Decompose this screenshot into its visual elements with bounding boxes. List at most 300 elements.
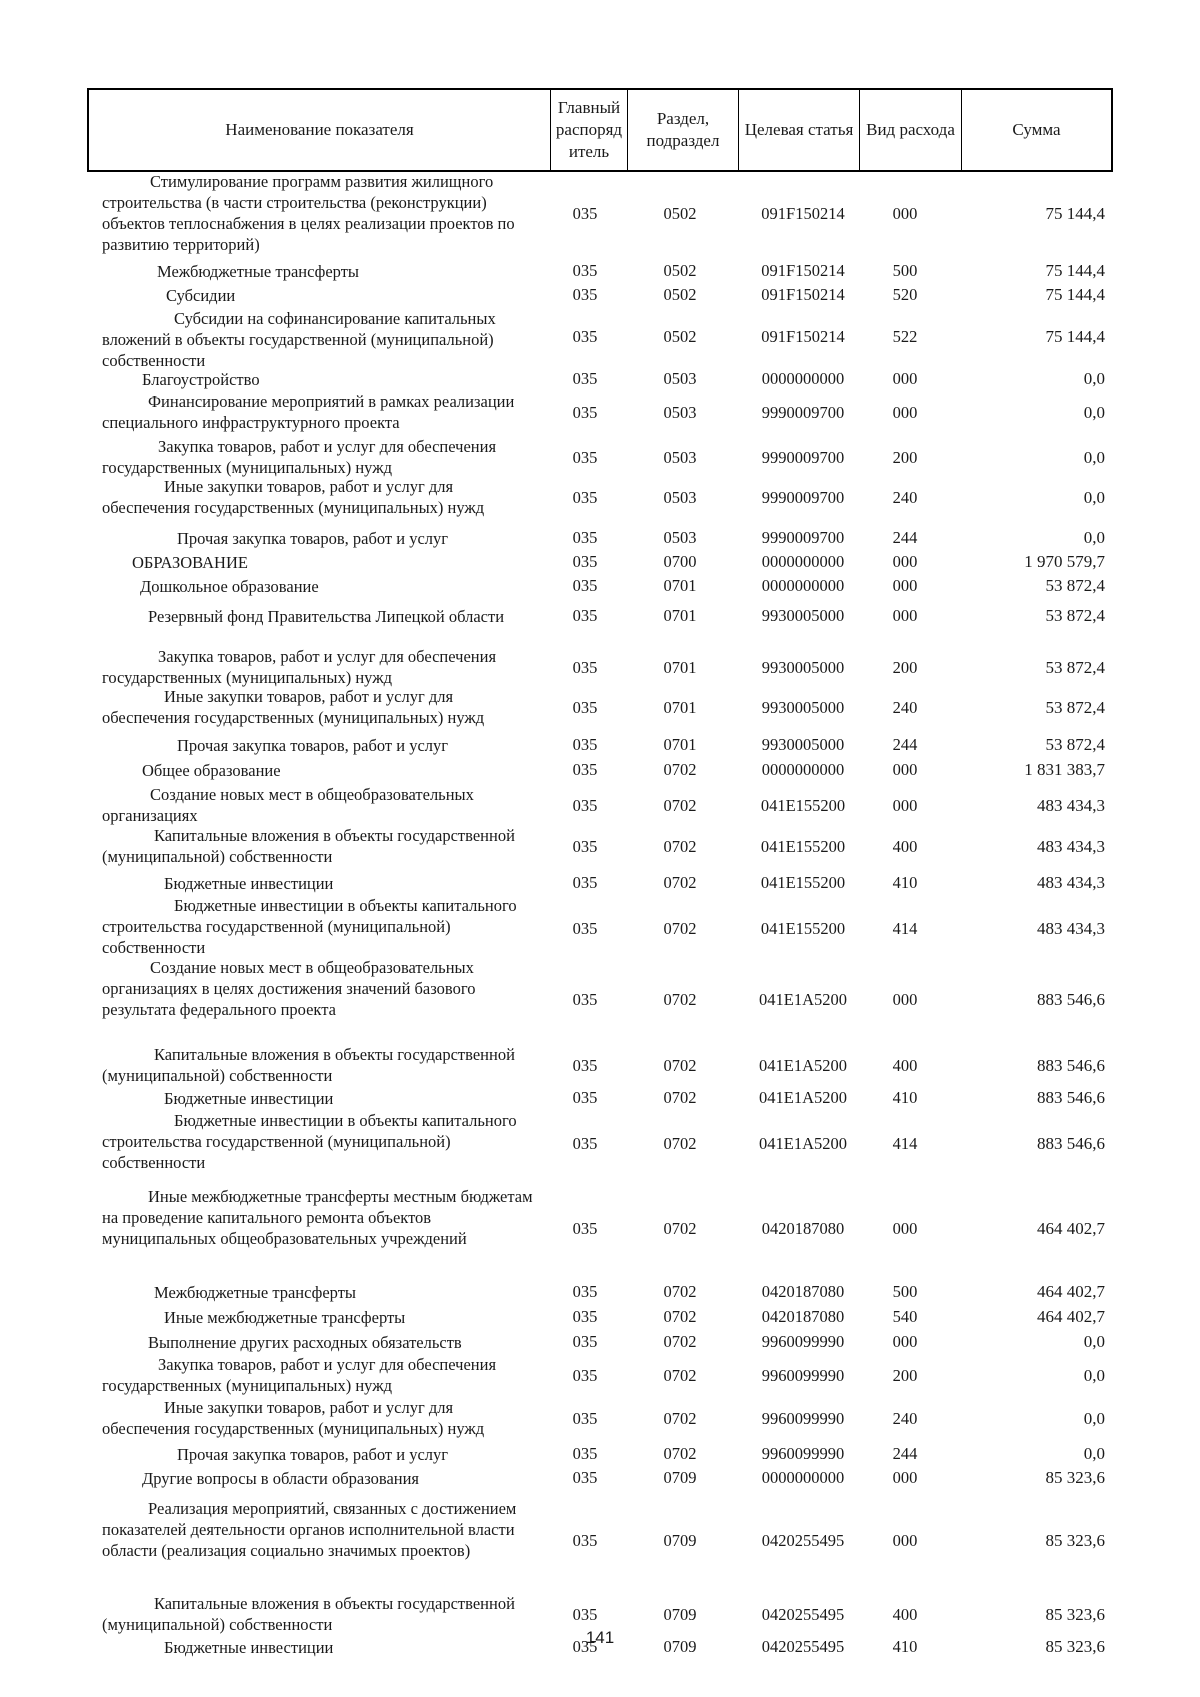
row-article xyxy=(738,1397,868,1441)
table-row xyxy=(0,1186,1200,1272)
row-sum-text: 0,0 xyxy=(1083,369,1105,388)
row-section xyxy=(640,758,720,782)
row-sum xyxy=(950,574,1105,598)
row-chief xyxy=(555,784,615,828)
row-article xyxy=(738,784,868,828)
row-chief-text: 035 xyxy=(572,285,598,304)
row-name-text: Выполнение других расходных обязательств xyxy=(148,1332,462,1352)
row-section xyxy=(640,957,720,1043)
table-row xyxy=(0,1498,1200,1584)
row-chief xyxy=(555,1110,615,1177)
table-row xyxy=(0,871,1200,895)
row-chief-text: 035 xyxy=(572,606,598,625)
row-sum xyxy=(950,758,1105,782)
table-row xyxy=(0,391,1200,435)
row-type-text: 000 xyxy=(892,1468,918,1487)
row-section xyxy=(640,871,720,895)
row-chief xyxy=(555,526,615,550)
row-article-text: 9990009700 xyxy=(761,448,845,467)
row-section xyxy=(640,436,720,480)
row-article-text: 0420255495 xyxy=(761,1605,845,1624)
row-article-text: 0420187080 xyxy=(761,1307,845,1326)
row-section xyxy=(640,171,720,257)
row-type-text: 000 xyxy=(892,552,918,571)
row-type xyxy=(870,686,940,730)
row-sum xyxy=(950,1498,1105,1584)
row-article-text: 9990009700 xyxy=(761,528,845,547)
row-section-text: 0702 xyxy=(663,1332,697,1351)
row-article xyxy=(738,1280,868,1304)
row-section-text: 0709 xyxy=(663,1531,697,1550)
row-name xyxy=(102,574,542,598)
row-type xyxy=(870,574,940,598)
row-section-text: 0502 xyxy=(663,261,697,280)
row-section xyxy=(640,1330,720,1354)
row-name-text: Субсидии xyxy=(166,285,236,305)
row-chief-text: 035 xyxy=(572,658,598,677)
row-name-text: Финансирование мероприятий в рамках реализации специального инфраструктурного проекта xyxy=(102,392,515,432)
row-section xyxy=(640,895,720,962)
row-type-text: 000 xyxy=(892,403,918,422)
row-name xyxy=(102,1186,542,1272)
row-section-text: 0702 xyxy=(663,796,697,815)
row-chief xyxy=(555,1354,615,1398)
row-section-text: 0702 xyxy=(663,1444,697,1463)
row-name xyxy=(102,526,542,550)
row-chief xyxy=(555,550,615,574)
row-type-text: 000 xyxy=(892,369,918,388)
row-chief xyxy=(555,1305,615,1329)
row-type-text: 410 xyxy=(892,1637,918,1656)
row-section-text: 0503 xyxy=(663,528,697,547)
table-row xyxy=(0,733,1200,757)
row-article-text: 9990009700 xyxy=(761,488,845,507)
row-chief-text: 035 xyxy=(572,990,598,1009)
row-section xyxy=(640,1498,720,1584)
row-article-text: 0000000000 xyxy=(761,576,845,595)
row-article-text: 9930005000 xyxy=(761,658,845,677)
row-chief xyxy=(555,1397,615,1441)
row-name xyxy=(102,1086,542,1110)
row-chief-text: 035 xyxy=(572,1133,598,1153)
row-chief xyxy=(555,171,615,257)
row-sum-text: 75 144,4 xyxy=(1045,261,1105,280)
row-section xyxy=(640,1280,720,1304)
row-chief xyxy=(555,895,615,962)
row-sum xyxy=(950,1442,1105,1466)
row-type xyxy=(870,476,940,520)
row-section-text: 0702 xyxy=(663,990,697,1009)
row-article-text: 9960099990 xyxy=(761,1366,845,1385)
row-sum xyxy=(950,171,1105,257)
row-section-text: 0701 xyxy=(663,698,697,717)
row-article-text: 0420255495 xyxy=(761,1637,845,1656)
row-section-text: 0709 xyxy=(663,1605,697,1624)
row-chief-text: 035 xyxy=(572,760,598,779)
row-section-text: 0502 xyxy=(663,326,697,346)
row-sum-text: 464 402,7 xyxy=(1037,1307,1105,1326)
row-type xyxy=(870,391,940,435)
row-sum xyxy=(950,686,1105,730)
row-type-text: 240 xyxy=(892,488,918,507)
row-chief xyxy=(555,1186,615,1272)
row-chief xyxy=(555,283,615,307)
row-name xyxy=(102,604,542,628)
row-name-text: Бюджетные инвестиции xyxy=(164,1088,334,1108)
row-type-text: 500 xyxy=(892,261,918,280)
row-chief-text: 035 xyxy=(572,1056,598,1075)
row-type xyxy=(870,825,940,869)
row-sum xyxy=(950,1280,1105,1304)
row-type xyxy=(870,436,940,480)
row-type-text: 240 xyxy=(892,698,918,717)
row-sum xyxy=(950,1397,1105,1441)
row-article xyxy=(738,259,868,283)
row-type-text: 400 xyxy=(892,1056,918,1075)
row-type-text: 000 xyxy=(892,1531,918,1550)
table-row xyxy=(0,957,1200,1043)
row-sum-text: 53 872,4 xyxy=(1045,576,1105,595)
row-name xyxy=(102,1498,542,1584)
row-type xyxy=(870,1305,940,1329)
row-sum xyxy=(950,1330,1105,1354)
row-sum-text: 75 144,4 xyxy=(1045,285,1105,304)
row-name xyxy=(102,283,542,307)
row-article-text: 041E155200 xyxy=(760,918,846,938)
row-chief xyxy=(555,259,615,283)
row-section xyxy=(640,283,720,307)
row-type xyxy=(870,1110,940,1177)
row-section-text: 0702 xyxy=(663,1219,697,1238)
row-article xyxy=(738,1086,868,1110)
row-type-text: 000 xyxy=(892,576,918,595)
row-name xyxy=(102,895,542,962)
row-sum-text: 85 323,6 xyxy=(1045,1468,1105,1487)
row-sum-text: 53 872,4 xyxy=(1045,658,1105,677)
row-sum-text: 0,0 xyxy=(1083,403,1105,422)
row-chief-text: 035 xyxy=(572,1307,598,1326)
row-chief xyxy=(555,1044,615,1088)
row-sum xyxy=(950,1354,1105,1398)
row-article-text: 091F150214 xyxy=(761,326,845,346)
row-section-text: 0702 xyxy=(663,1056,697,1075)
row-article-text: 9930005000 xyxy=(761,606,845,625)
row-section xyxy=(640,391,720,435)
table-row xyxy=(0,686,1200,730)
row-chief-text: 035 xyxy=(572,1409,598,1428)
row-article-text: 9960099990 xyxy=(761,1444,845,1463)
row-sum xyxy=(950,391,1105,435)
row-name xyxy=(102,733,542,757)
row-sum xyxy=(950,895,1105,962)
row-name-text: Общее образование xyxy=(142,760,281,780)
row-type-text: 000 xyxy=(892,1219,918,1238)
row-name-text: Закупка товаров, работ и услуг для обеспечения государственных (муниципальных) нужд xyxy=(102,647,497,687)
row-sum xyxy=(950,1305,1105,1329)
row-chief xyxy=(555,1280,615,1304)
row-type-text: 200 xyxy=(892,658,918,677)
row-sum xyxy=(950,1086,1105,1110)
row-article xyxy=(738,526,868,550)
row-section-text: 0503 xyxy=(663,369,697,388)
row-article-text: 041E1A5200 xyxy=(759,1133,847,1153)
row-section-text: 0701 xyxy=(663,606,697,625)
row-article xyxy=(738,550,868,574)
table-row xyxy=(0,1280,1200,1304)
row-article xyxy=(738,825,868,869)
row-type-text: 000 xyxy=(892,990,918,1009)
row-article xyxy=(738,686,868,730)
row-sum xyxy=(950,550,1105,574)
row-name-text: Прочая закупка товаров, работ и услуг xyxy=(177,1444,449,1464)
row-chief xyxy=(555,391,615,435)
table-row xyxy=(0,526,1200,550)
row-name xyxy=(102,686,542,730)
row-type xyxy=(870,733,940,757)
row-type-text: 414 xyxy=(892,918,918,938)
row-name xyxy=(102,367,542,391)
row-chief-text: 035 xyxy=(572,918,598,938)
row-sum-text: 53 872,4 xyxy=(1045,735,1105,754)
row-type xyxy=(870,259,940,283)
row-section-text: 0702 xyxy=(663,837,697,856)
row-chief xyxy=(555,476,615,520)
row-type-text: 244 xyxy=(892,1444,918,1463)
row-name-text: Дошкольное образование xyxy=(140,576,319,596)
row-type xyxy=(870,957,940,1043)
row-sum-text: 85 323,6 xyxy=(1045,1637,1105,1656)
row-type-text: 000 xyxy=(892,796,918,815)
row-sum-text: 483 434,3 xyxy=(1037,796,1105,815)
row-article xyxy=(738,895,868,962)
row-chief-text: 035 xyxy=(572,261,598,280)
row-type-text: 240 xyxy=(892,1409,918,1428)
row-section-text: 0709 xyxy=(663,1637,697,1656)
row-section xyxy=(640,604,720,628)
row-section-text: 0702 xyxy=(663,873,697,892)
row-article xyxy=(738,391,868,435)
row-article-text: 0000000000 xyxy=(761,369,845,388)
row-section-text: 0702 xyxy=(663,1366,697,1385)
row-section xyxy=(640,259,720,283)
table-row xyxy=(0,367,1200,391)
row-type xyxy=(870,784,940,828)
row-name xyxy=(102,308,542,370)
row-chief-text: 035 xyxy=(572,1282,598,1301)
table-row xyxy=(0,1330,1200,1354)
row-type xyxy=(870,1397,940,1441)
row-article-text: 0000000000 xyxy=(761,552,845,571)
row-article xyxy=(738,574,868,598)
row-type xyxy=(870,1466,940,1490)
row-name-text: Межбюджетные трансферты xyxy=(157,261,360,281)
row-sum-text: 883 546,6 xyxy=(1037,990,1105,1009)
row-article xyxy=(738,758,868,782)
row-sum xyxy=(950,476,1105,520)
row-type xyxy=(870,646,940,690)
row-article xyxy=(738,646,868,690)
row-section xyxy=(640,367,720,391)
row-name xyxy=(102,171,542,257)
row-name-text: Стимулирование программ развития жилищного строительства (в части строительства (реконструкции) объектов теплоснабжения в целях реализации проектов по развитию территорий) xyxy=(102,172,515,254)
header-article: Целевая статья xyxy=(738,90,859,170)
table-row xyxy=(0,1466,1200,1490)
row-type xyxy=(870,1498,940,1584)
row-type xyxy=(870,1186,940,1272)
row-name-text: Закупка товаров, работ и услуг для обеспечения государственных (муниципальных) нужд xyxy=(102,1355,497,1395)
row-sum-text: 0,0 xyxy=(1083,488,1105,507)
row-chief xyxy=(555,957,615,1043)
row-article xyxy=(738,1305,868,1329)
row-article-text: 091F150214 xyxy=(761,261,845,280)
row-type xyxy=(870,758,940,782)
row-chief-text: 035 xyxy=(572,1605,598,1624)
row-sum-text: 0,0 xyxy=(1083,528,1105,547)
row-sum xyxy=(950,367,1105,391)
row-name xyxy=(102,391,542,435)
row-section-text: 0702 xyxy=(663,918,697,938)
row-name xyxy=(102,259,542,283)
row-section xyxy=(640,526,720,550)
table-row xyxy=(0,1397,1200,1441)
row-section xyxy=(640,476,720,520)
table-header xyxy=(87,88,1113,172)
table-row xyxy=(0,574,1200,598)
row-type xyxy=(870,367,940,391)
row-sum xyxy=(950,871,1105,895)
row-sum-text: 1 831 383,7 xyxy=(1024,760,1105,779)
row-article-text: 0000000000 xyxy=(761,1468,845,1487)
row-sum-text: 883 546,6 xyxy=(1037,1133,1105,1153)
row-article-text: 091F150214 xyxy=(761,204,845,223)
row-chief xyxy=(555,686,615,730)
row-chief-text: 035 xyxy=(572,1468,598,1487)
row-section-text: 0700 xyxy=(663,552,697,571)
row-sum-text: 1 970 579,7 xyxy=(1024,552,1105,571)
row-chief xyxy=(555,308,615,365)
row-name xyxy=(102,1442,542,1466)
row-name xyxy=(102,436,542,480)
row-section xyxy=(640,733,720,757)
row-name-text: Иные межбюджетные трансферты xyxy=(164,1307,406,1327)
row-article-text: 0420187080 xyxy=(761,1282,845,1301)
row-chief-text: 035 xyxy=(572,552,598,571)
table-row xyxy=(0,550,1200,574)
row-section-text: 0503 xyxy=(663,448,697,467)
row-article-text: 9930005000 xyxy=(761,735,845,754)
table-row xyxy=(0,1044,1200,1088)
row-chief xyxy=(555,1086,615,1110)
row-section xyxy=(640,1442,720,1466)
row-article-text: 041E155200 xyxy=(760,837,846,856)
row-name-text: Прочая закупка товаров, работ и услуг xyxy=(177,528,449,548)
row-article-text: 091F150214 xyxy=(761,285,845,304)
row-name xyxy=(102,1466,542,1490)
row-article xyxy=(738,1110,868,1177)
row-sum-text: 0,0 xyxy=(1083,1444,1105,1463)
row-name-text: ОБРАЗОВАНИЕ xyxy=(132,552,248,572)
row-name xyxy=(102,957,542,1043)
row-chief-text: 035 xyxy=(572,796,598,815)
row-name-text: Бюджетные инвестиции в объекты капитального строительства государственной (муниципальной) собственности xyxy=(102,896,517,957)
row-chief-text: 035 xyxy=(572,326,598,346)
row-article xyxy=(738,1186,868,1272)
table-row xyxy=(0,1110,1200,1177)
header-chief: Главный распоряд итель xyxy=(550,90,627,170)
row-chief xyxy=(555,1498,615,1584)
row-type xyxy=(870,550,940,574)
row-type xyxy=(870,604,940,628)
row-name xyxy=(102,550,542,574)
row-chief-text: 035 xyxy=(572,873,598,892)
row-chief-text: 035 xyxy=(572,369,598,388)
row-section xyxy=(640,784,720,828)
row-section-text: 0701 xyxy=(663,658,697,677)
row-section-text: 0502 xyxy=(663,204,697,223)
row-name-text: Реализация мероприятий, связанных с достижением показателей деятельности органов исполнительной власти области (реализация социально значимых проектов) xyxy=(102,1499,517,1560)
row-sum-text: 85 323,6 xyxy=(1045,1531,1105,1550)
row-name xyxy=(102,476,542,520)
row-sum xyxy=(950,1110,1105,1177)
row-sum-text: 0,0 xyxy=(1083,1366,1105,1385)
row-section xyxy=(640,308,720,365)
row-type xyxy=(870,526,940,550)
row-section xyxy=(640,1466,720,1490)
row-section-text: 0702 xyxy=(663,1088,697,1107)
header-sum: Сумма xyxy=(961,90,1111,170)
row-section-text: 0701 xyxy=(663,576,697,595)
row-type xyxy=(870,1280,940,1304)
page-number: 141 xyxy=(585,1628,615,1647)
row-article xyxy=(738,367,868,391)
row-section-text: 0701 xyxy=(663,735,697,754)
row-chief xyxy=(555,604,615,628)
row-type-text: 000 xyxy=(892,606,918,625)
row-name xyxy=(102,758,542,782)
row-name xyxy=(102,784,542,828)
row-sum-text: 483 434,3 xyxy=(1037,837,1105,856)
row-chief xyxy=(555,367,615,391)
row-article xyxy=(738,604,868,628)
row-sum-text: 483 434,3 xyxy=(1037,873,1105,892)
row-section-text: 0702 xyxy=(663,1307,697,1326)
row-type-text: 410 xyxy=(892,873,918,892)
row-article xyxy=(738,1354,868,1398)
row-name-text: Прочая закупка товаров, работ и услуг xyxy=(177,735,449,755)
table-row xyxy=(0,1305,1200,1329)
row-article xyxy=(738,171,868,257)
row-sum-text: 75 144,4 xyxy=(1045,204,1105,223)
row-name-text: Создание новых мест в общеобразовательных организациях xyxy=(102,785,474,825)
table-row xyxy=(0,436,1200,480)
row-type-text: 000 xyxy=(892,1332,918,1351)
row-section xyxy=(640,686,720,730)
table-row xyxy=(0,476,1200,520)
row-name xyxy=(102,1044,542,1088)
row-section xyxy=(640,550,720,574)
row-name-text: Межбюджетные трансферты xyxy=(154,1282,357,1302)
row-type-text: 200 xyxy=(892,448,918,467)
row-sum-text: 85 323,6 xyxy=(1045,1605,1105,1624)
row-section-text: 0702 xyxy=(663,1282,697,1301)
row-article xyxy=(738,1466,868,1490)
row-type xyxy=(870,171,940,257)
row-chief-text: 035 xyxy=(572,528,598,547)
row-sum-text: 483 434,3 xyxy=(1037,918,1105,938)
row-chief-text: 035 xyxy=(572,1531,598,1550)
row-name-text: Капитальные вложения в объекты государственной (муниципальной) собственности xyxy=(102,1594,515,1634)
row-section xyxy=(640,574,720,598)
